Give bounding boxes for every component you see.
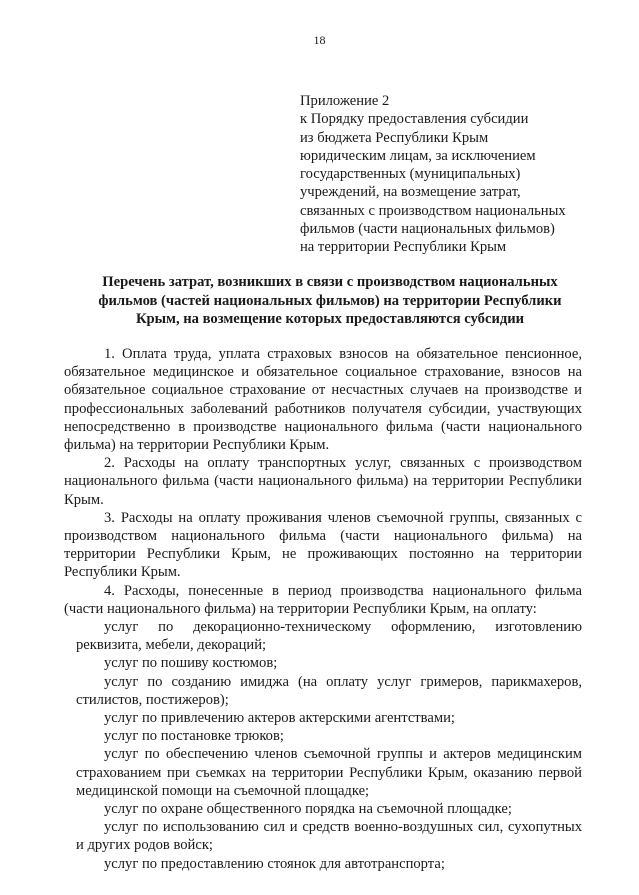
- service-item: услуг по использованию сил и средств военно-воздушных сил, сухопутных и других родов войск;: [76, 819, 582, 854]
- page-number: 18: [313, 33, 326, 47]
- paragraph-1: 1. Оплата труда, уплата страховых взносов на обязательное пенсионное, обязательное медицинское и обязательное социальное страхование, взносов на обязательное социальное страхование от несчастных случаев на производстве и профессиональных заболеваний работников получателя субсидии, участвующих непосредственно в производстве национального фильма (части национального фильма) на территории Республики Крым.: [64, 346, 582, 454]
- appendix-line: Приложение 2: [300, 93, 390, 109]
- appendix-line: юридическим лицам, за исключением: [300, 147, 536, 164]
- paragraph-3: 3. Расходы на оплату проживания членов съемочной группы, связанных с производством национального фильма (части национального фильма) на территории Республики Крым, не проживающих постоянно на территории Республики Крым.: [64, 509, 582, 581]
- appendix-line: фильмов (части национальных фильмов): [300, 221, 555, 238]
- service-item: услуг по созданию имиджа (на оплату услуг гримеров, парикмахеров, стилистов, постижеров);: [76, 673, 582, 708]
- service-item: услуг по предоставлению стоянок для автотранспорта;: [104, 855, 445, 872]
- paragraph-4: 4. Расходы, понесенные в период производства национального фильма (части национального фильма) на территории Республики Крым, на оплату:: [64, 582, 582, 617]
- appendix-line: учреждений, на возмещение затрат,: [300, 184, 521, 201]
- heading-line: Крым, на возмещение которых предоставляются субсидии: [135, 311, 525, 328]
- appendix-line: из бюджета Республики Крым: [300, 129, 489, 146]
- document-body: [64, 345, 582, 873]
- service-item: услуг по охране общественного порядка на съемочной площадке;: [104, 801, 512, 818]
- service-item: услуг по привлечению актеров актерскими агентствами;: [104, 710, 455, 727]
- service-item: услуг по декорационно-техническому оформлению, изготовлению реквизита, мебели, декораций;: [76, 619, 582, 654]
- heading-line: Перечень затрат, возникших в связи с производством национальных: [102, 274, 558, 290]
- appendix-line: к Порядку предоставления субсидии: [300, 111, 529, 128]
- service-item: услуг по обеспечению членов съемочной группы и актеров медицинским страхованием при съемках на территории Республики Крым, оказанию первой медицинской помощи на съемочной площадке;: [76, 746, 582, 799]
- appendix-line: связанных с производством национальных: [300, 202, 566, 219]
- document-heading: [60, 273, 600, 329]
- appendix-line: на территории Республики Крым: [300, 239, 507, 256]
- paragraph-2: 2. Расходы на оплату транспортных услуг, связанных с производством национального фильма (части национального фильма) на территории Республики Крым.: [64, 455, 582, 508]
- heading-line: фильмов (частей национальных фильмов) на территории Республики: [98, 292, 562, 309]
- service-item: услуг по постановке трюков;: [104, 728, 284, 745]
- appendix-block: [300, 92, 600, 257]
- appendix-line: государственных (муниципальных): [300, 166, 521, 183]
- service-item: услуг по пошиву костюмов;: [104, 655, 278, 672]
